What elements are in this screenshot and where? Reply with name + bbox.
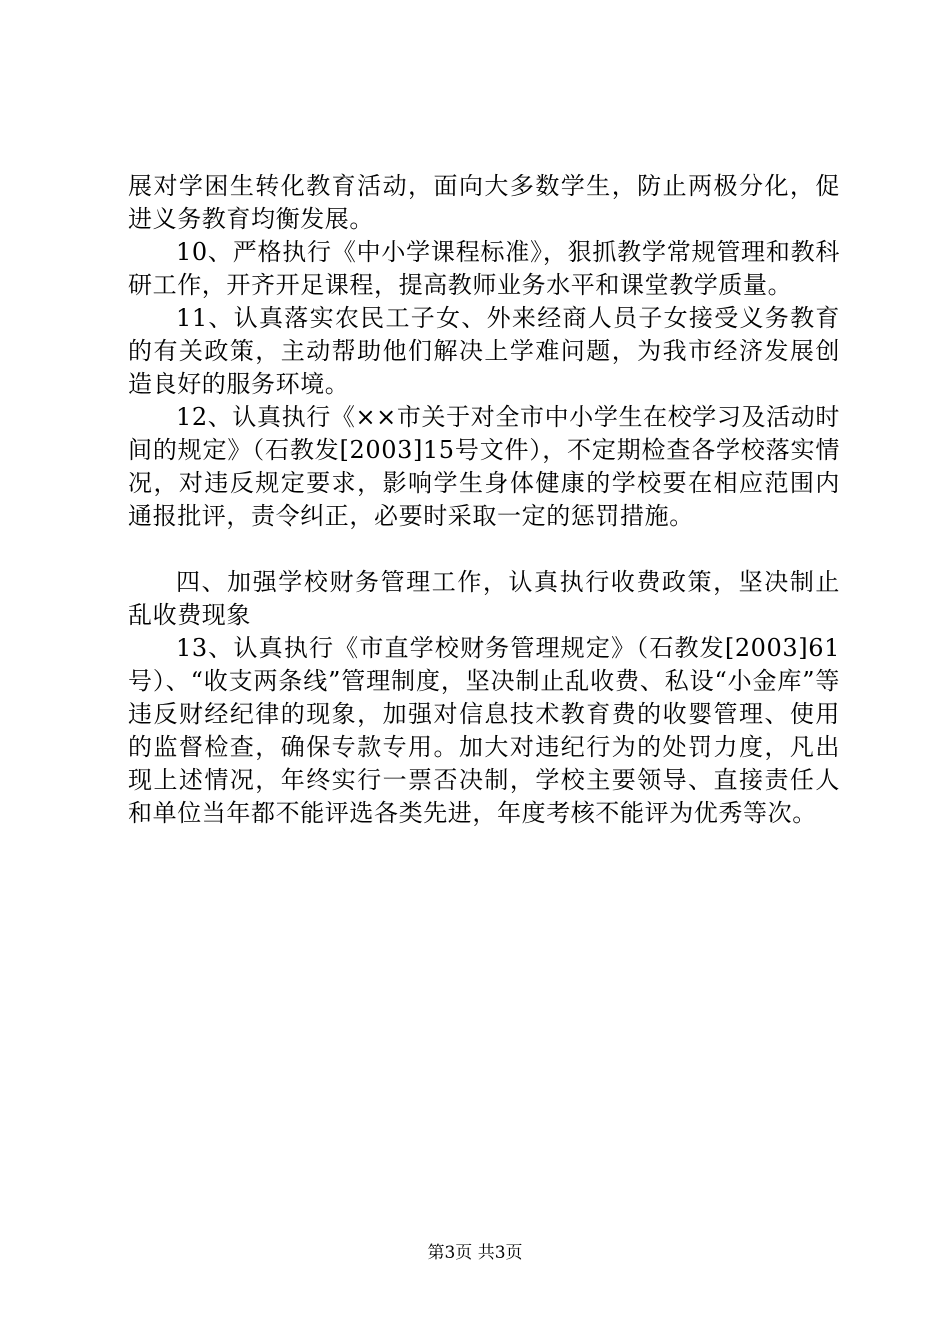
paragraph-item-12: 12、认真执行《××市关于对全市中小学生在校学习及活动时间的规定》（石教发[2003]15号文件），不定期检查各学校落实情况，对违反规定要求，影响学生身体健康的学校要在相应范围内通报批评，责令纠正，必要时采取一定的惩罚措施。 (128, 403, 840, 530)
paragraph-item-10: 10、严格执行《中小学课程标准》，狠抓教学常规管理和教科研工作，开齐开足课程，提高教师业务水平和课堂教学质量。 (128, 238, 840, 299)
paragraph-continuation: 展对学困生转化教育活动，面向大多数学生，防止两极分化，促进义务教育均衡发展。 (128, 172, 840, 233)
document-body (128, 170, 840, 830)
paragraph-item-13: 13、认真执行《市直学校财务管理规定》（石教发[2003]61号）、“收支两条线”管理制度，坚决制止乱收费、私设“小金库”等违反财经纪律的现象，加强对信息技术教育费的收婴管理、使用的监督检查，确保专款专用。加大对违纪行为的处罚力度，凡出现上述情况，年终实行一票否决制，学校主要领导、直接责任人和单位当年都不能评选各类先进，年度考核不能评为优秀等次。 (128, 634, 840, 827)
paragraph-item-11: 11、认真落实农民工子女、外来经商人员子女接受义务教育的有关政策，主动帮助他们解决上学难问题，为我市经济发展创造良好的服务环境。 (128, 304, 840, 398)
page-number-footer: 第3页 共3页 (427, 1243, 523, 1263)
section-heading: 四、加强学校财务管理工作，认真执行收费政策，坚决制止乱收费现象 (128, 568, 840, 629)
paragraph-spacer (128, 533, 840, 566)
